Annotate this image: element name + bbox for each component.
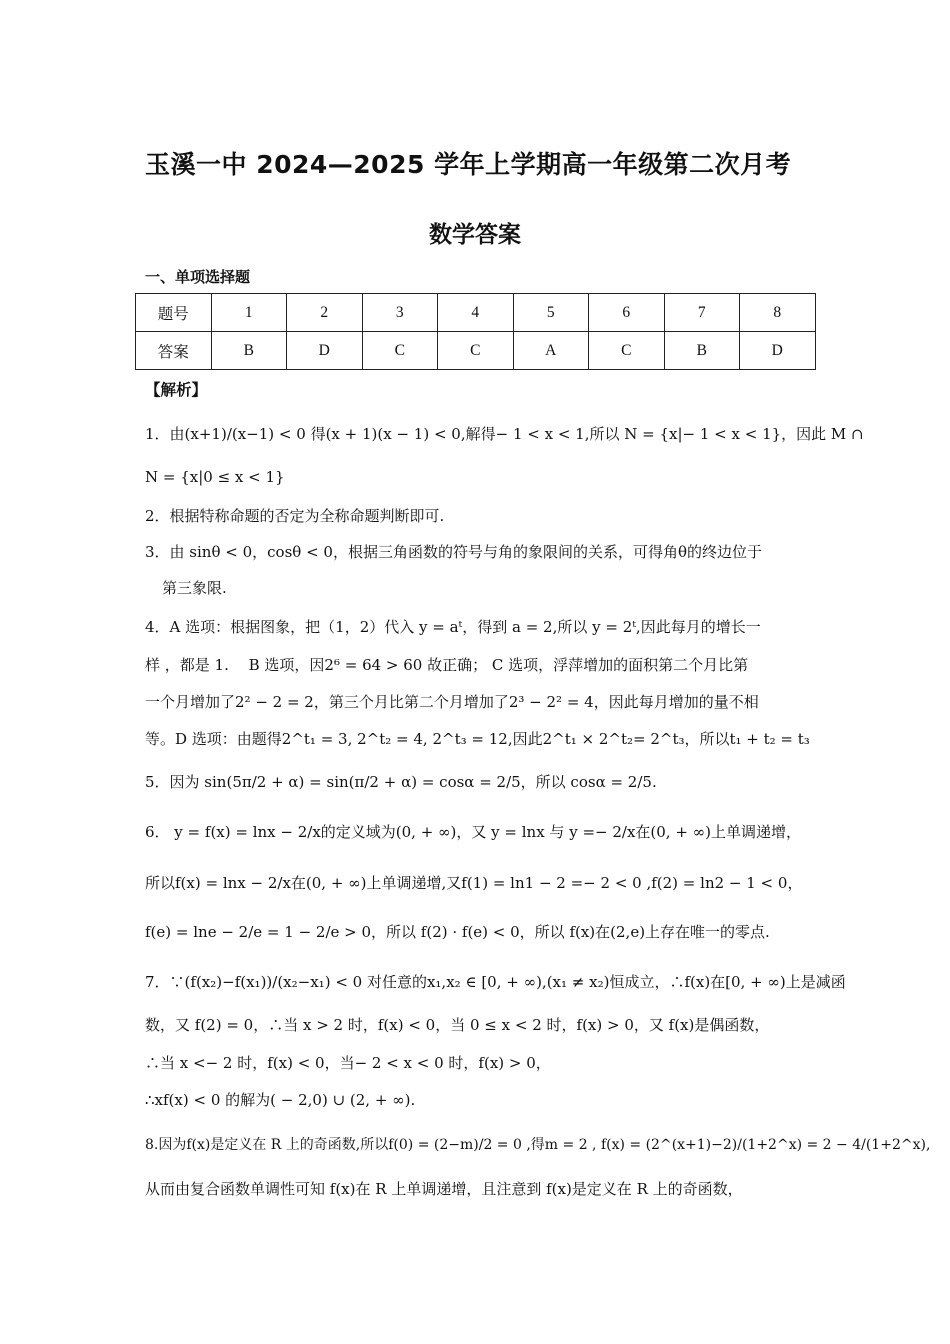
analysis-line: ∴当 x <− 2 时，f(x) < 0，当− 2 < x < 0 时，f(x) > 0， <box>145 1054 551 1072</box>
question-number: 8 <box>740 294 816 332</box>
analysis-line: 3．由 sinθ < 0，cosθ < 0，根据三角函数的符号与角的象限间的关系，可得角θ的终边位于 <box>145 543 762 561</box>
analysis-line: 1．由(x+1)/(x−1) < 0 得(x + 1)(x − 1) < 0,解得− 1 < x < 1,所以 N = {x|− 1 < x < 1}，因此 M ∩ <box>145 425 864 443</box>
analysis-heading: 【解析】 <box>145 381 208 399</box>
analysis-line: 第三象限. <box>162 579 227 597</box>
analysis-line: 7．∵(f(x₂)−f(x₁))/(x₂−x₁) < 0 对任意的x₁,x₂ ∈ [0, + ∞),(x₁ ≠ x₂)恒成立，∴f(x)在[0, + ∞)上是减函 <box>145 973 846 991</box>
answer-cell: B <box>211 332 287 370</box>
question-number: 6 <box>589 294 665 332</box>
answer-cell: B <box>664 332 740 370</box>
analysis-line: 4．A 选项：根据图象，把（1，2）代入 y = aᵗ，得到 a = 2,所以 y = 2ᵗ,因此每月的增长一 <box>145 618 761 636</box>
analysis-line: 等。D 选项：由题得2^t₁ = 3, 2^t₂ = 4, 2^t₃ = 12,因此2^t₁ × 2^t₂= 2^t₃，所以t₁ + t₂ = t₃ <box>145 730 810 748</box>
analysis-line: 2．根据特称命题的否定为全称命题判断即可. <box>145 507 445 525</box>
question-number: 3 <box>362 294 438 332</box>
question-number: 5 <box>513 294 589 332</box>
analysis-line: f(e) = lne − 2/e = 1 − 2/e > 0，所以 f(2) · f(e) < 0，所以 f(x)在(2,e)上存在唯一的零点. <box>145 923 770 941</box>
row-label-answer: 答案 <box>136 332 212 370</box>
answer-cell: D <box>740 332 816 370</box>
row-label-number: 题号 <box>136 294 212 332</box>
analysis-line: 数，又 f(2) = 0，∴当 x > 2 时，f(x) < 0，当 0 ≤ x < 2 时，f(x) > 0，又 f(x)是偶函数， <box>145 1016 770 1034</box>
answer-cell: C <box>362 332 438 370</box>
analysis-line: ∴xf(x) < 0 的解为( − 2,0) ∪ (2, + ∞). <box>145 1091 416 1109</box>
section-heading-multiple-choice: 一、单项选择题 <box>145 268 251 286</box>
question-number: 7 <box>664 294 740 332</box>
question-number: 2 <box>287 294 363 332</box>
analysis-line: 8.因为f(x)是定义在 R 上的奇函数,所以f(0) = (2−m)/2 = 0 ,得m = 2 , f(x) = (2^(x+1)−2)/(1+2^x) = 2 − 4/(1+2^x), <box>145 1137 931 1153</box>
answer-table <box>135 293 816 370</box>
analysis-line: 一个月增加了2² − 2 = 2，第三个月比第二个月增加了2³ − 2² = 4，因此每月增加的量不相 <box>145 693 759 711</box>
question-number: 4 <box>438 294 514 332</box>
analysis-line: 样 ，都是 1. B 选项，因2⁶ = 64 > 60 故正确； C 选项，浮萍增加的面积第二个月比第 <box>145 656 749 674</box>
answer-cell: C <box>589 332 665 370</box>
answer-key-subtitle: 数学答案 <box>429 222 521 248</box>
table-row-numbers <box>136 294 816 332</box>
analysis-line: 所以f(x) = lnx − 2/x在(0, + ∞)上单调递增,又f(1) = ln1 − 2 =− 2 < 0 ,f(2) = ln2 − 1 < 0， <box>145 874 803 892</box>
table-row-answers <box>136 332 816 370</box>
exam-title: 玉溪一中 2024—2025 学年上学期高一年级第二次月考 <box>145 150 792 179</box>
analysis-line: 5．因为 sin(5π/2 + α) = sin(π/2 + α) = cosα = 2/5，所以 cosα = 2/5. <box>145 773 657 791</box>
analysis-line: N = {x|0 ≤ x < 1} <box>145 468 285 486</box>
answer-cell: C <box>438 332 514 370</box>
analysis-line: 6． y = f(x) = lnx − 2/x的定义域为(0, + ∞)，又 y = lnx 与 y =− 2/x在(0, + ∞)上单调递增， <box>145 823 802 841</box>
answer-cell: D <box>287 332 363 370</box>
answer-cell: A <box>513 332 589 370</box>
analysis-line: 从而由复合函数单调性可知 f(x)在 R 上单调递增，且注意到 f(x)是定义在 R 上的奇函数， <box>145 1180 743 1198</box>
question-number: 1 <box>211 294 287 332</box>
